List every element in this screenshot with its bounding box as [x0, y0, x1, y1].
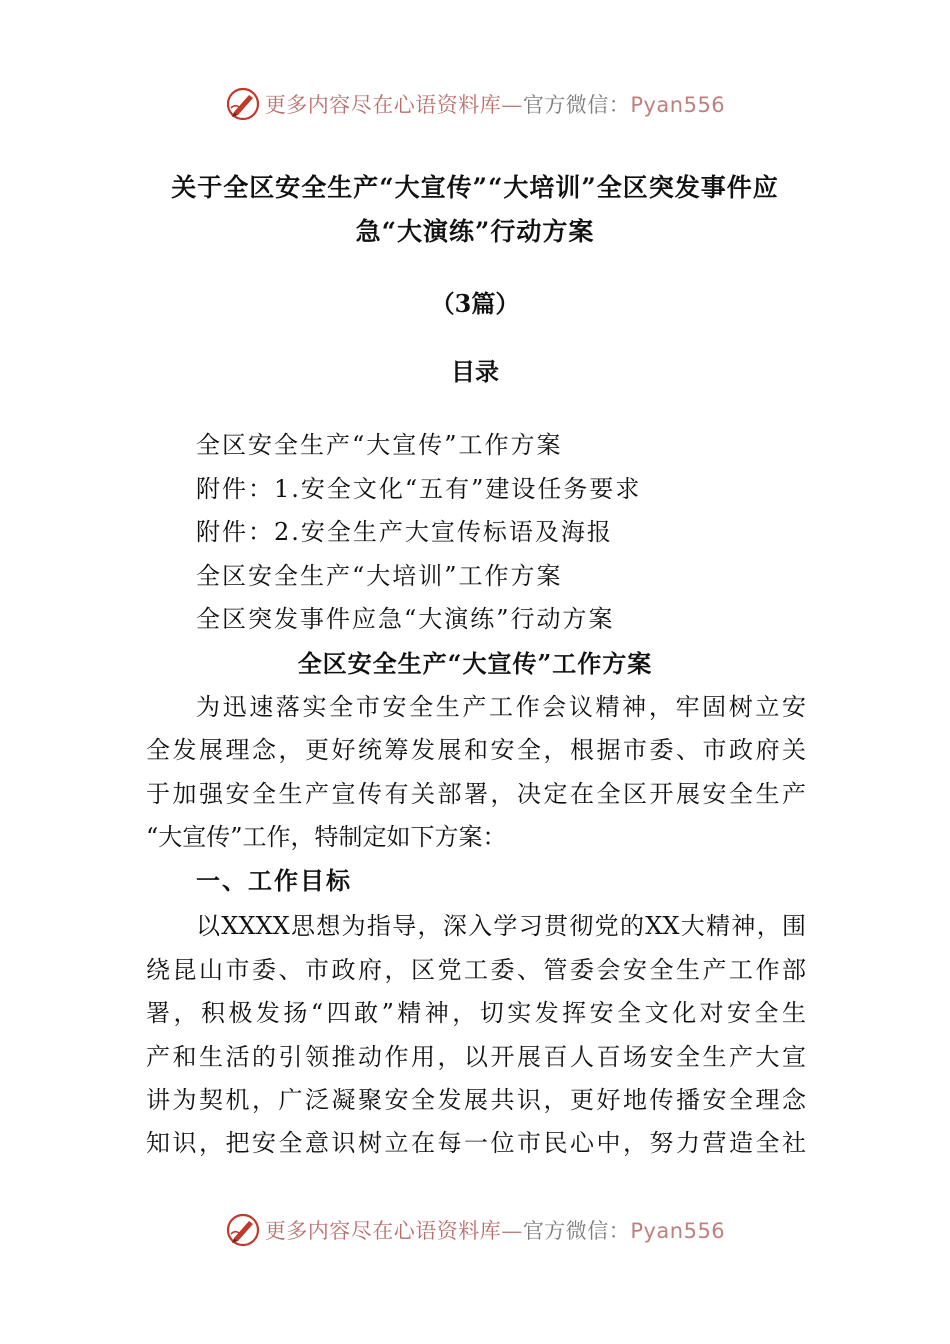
- intro-line: 全发展理念，更好统筹发展和安全，根据市委、市政府关: [146, 736, 806, 764]
- document-title-line-1: 关于全区安全生产“大宣传”“大培训”全区突发事件应: [171, 173, 779, 202]
- pen-logo-icon: [225, 86, 261, 122]
- footer-banner: [0, 1210, 950, 1250]
- banner-wechat-id: Pyan556: [630, 1219, 726, 1243]
- document-subtitle: （3篇）: [430, 289, 520, 318]
- banner-main-text: 更多内容尽在心语资料库: [264, 93, 502, 117]
- banner-main-text: 更多内容尽在心语资料库: [264, 1219, 502, 1243]
- banner-dash: —: [501, 93, 523, 117]
- heading-work-goals: 一、工作目标: [196, 866, 352, 895]
- banner-text: [265, 1215, 725, 1245]
- header-banner: [0, 84, 950, 124]
- toc-item: 全区安全生产“大宣传”工作方案: [196, 431, 563, 459]
- toc-item: 附件：2.安全生产大宣传标语及海报: [196, 518, 613, 546]
- banner-text: [265, 89, 725, 119]
- goal-line: 产和生活的引领推动作用，以开展百人百场安全生产大宣: [146, 1043, 806, 1071]
- banner-official-label: 官方微信：: [522, 93, 631, 117]
- document-title-line-2: 急“大演练”行动方案: [355, 217, 595, 246]
- section-title: 全区安全生产“大宣传”工作方案: [297, 649, 653, 678]
- goal-line: 署，积极发扬“四敢”精神，切实发挥安全文化对安全生: [146, 999, 806, 1027]
- goal-line: 以XXXX思想为指导，深入学习贯彻党的XX大精神，围: [196, 912, 806, 940]
- intro-line: “大宣传”工作，特制定如下方案：: [146, 823, 507, 851]
- intro-line: 于加强安全生产宣传有关部署，决定在全区开展安全生产: [146, 780, 806, 808]
- goal-line: 绕昆山市委、市政府，区党工委、管委会安全生产工作部: [146, 956, 806, 984]
- toc-heading: 目录: [451, 357, 499, 386]
- intro-line: 为迅速落实全市安全生产工作会议精神，牢固树立安: [196, 693, 806, 721]
- banner-dash: —: [501, 1219, 523, 1243]
- goal-line: 知识，把安全意识树立在每一位市民心中，努力营造全社: [146, 1129, 806, 1157]
- toc-item: 附件：1.安全文化“五有”建设任务要求: [196, 475, 642, 503]
- goal-line: 讲为契机，广泛凝聚安全发展共识，更好地传播安全理念: [146, 1086, 806, 1114]
- banner-wechat-id: Pyan556: [630, 93, 726, 117]
- toc-item: 全区安全生产“大培训”工作方案: [196, 562, 563, 590]
- banner-official-label: 官方微信：: [522, 1219, 631, 1243]
- toc-item: 全区突发事件应急“大演练”行动方案: [196, 605, 615, 633]
- pen-logo-icon: [225, 1212, 261, 1248]
